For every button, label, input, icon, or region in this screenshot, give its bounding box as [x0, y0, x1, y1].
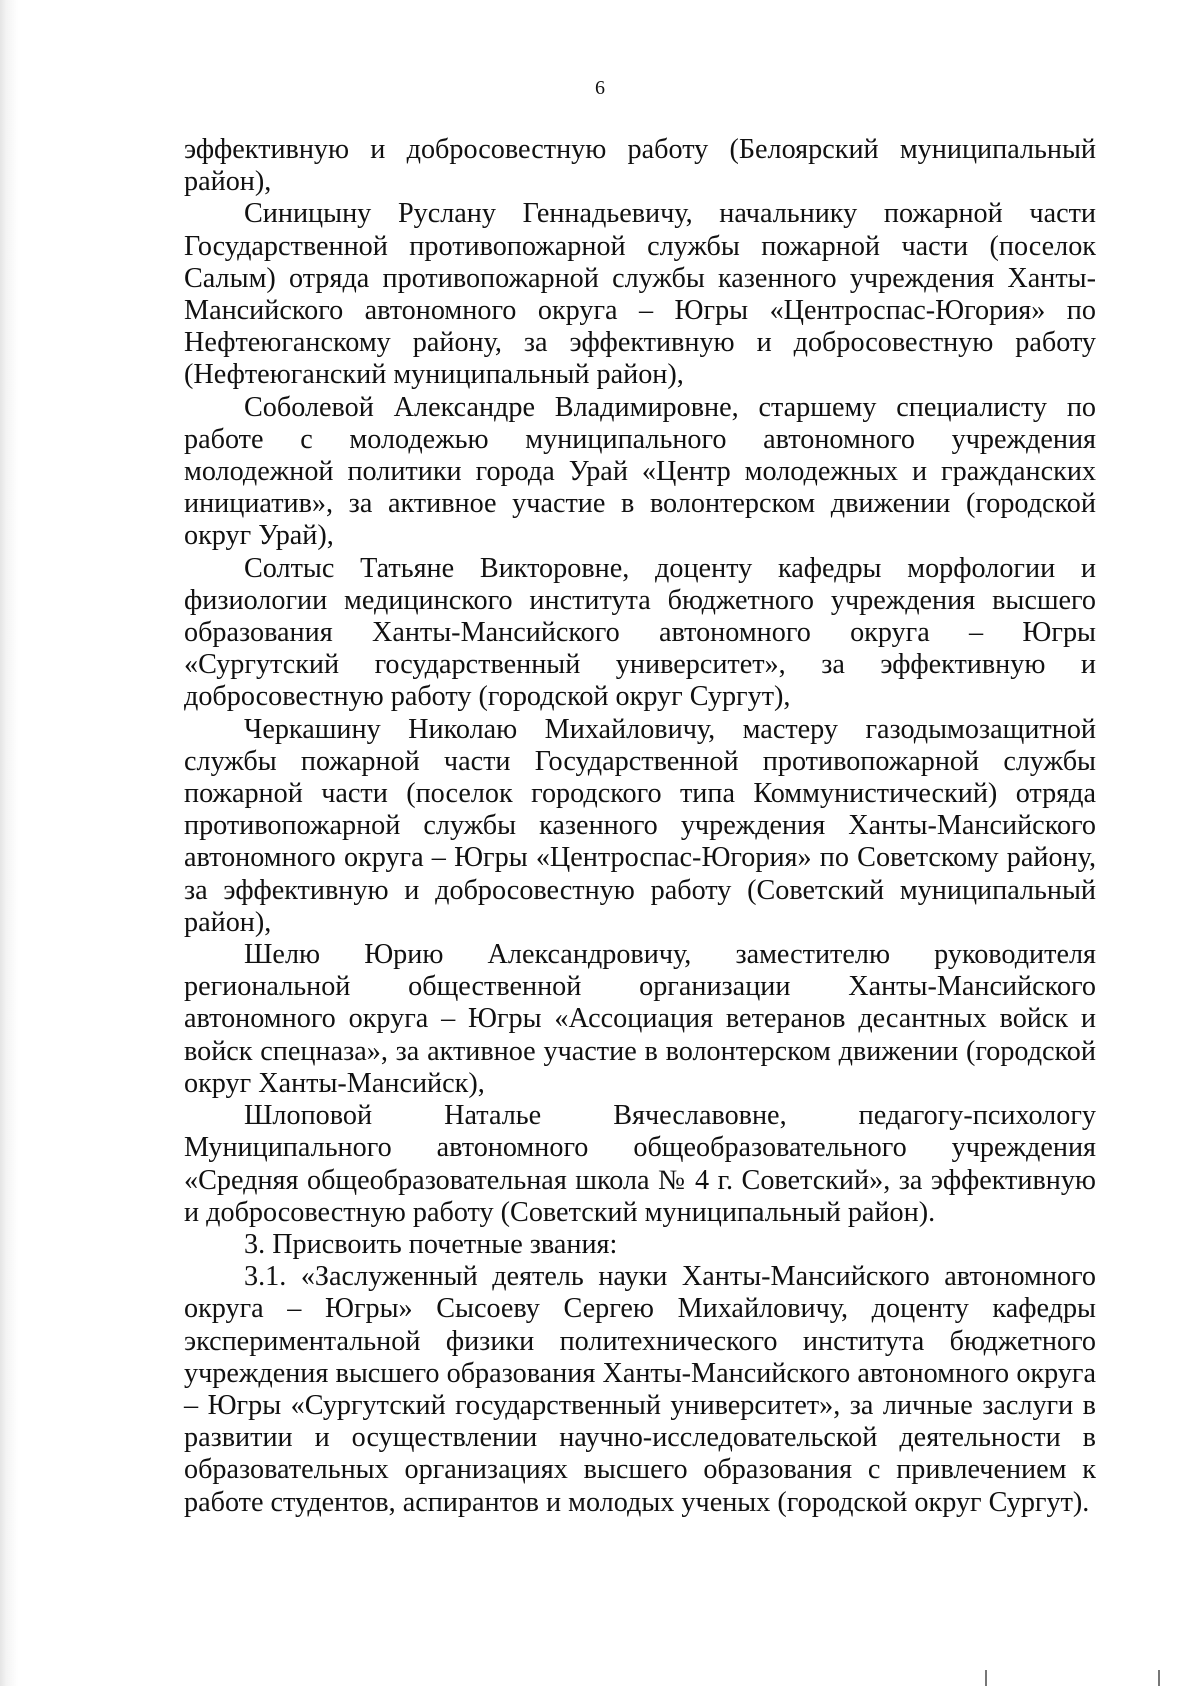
paragraph-section-3: 3. Присвоить почетные звания:: [244, 1228, 618, 1260]
paragraph-sinitsyn: Синицыну Руслану Геннадьевичу, начальнику пожарной части Государственной противопожарной службы пожарной части (поселок Салым) отряда противопожарной службы казенного учреждения Ханты-Мансийского автономного округа – Югры «Центроспас-Югория» по Нефтеюганскому району, за эффективную и добросовестную работу (Нефтеюганский муниципальный район),: [184, 198, 1096, 391]
document-body: [184, 134, 1096, 1519]
paragraph-section-3-1: 3.1. «Заслуженный деятель науки Ханты-Мансийского автономного округа – Югры» Сысоеву Сергею Михайловичу, доценту кафедры экспериментальной физики политехнического института бюджетного учреждения высшего образования Ханты-Мансийского автономного округа – Югры «Сургутский государственный университет», за личные заслуги в развитии и осуществлении научно-исследовательской деятельности в образовательных организациях высшего образования с привлечением к работе студентов, аспирантов и молодых ученых (городской округ Сургут).: [184, 1261, 1096, 1518]
scan-mark-right: [1158, 1670, 1160, 1686]
scan-edge-shadow: [0, 0, 18, 1686]
paragraph-soboleva: Соболевой Александре Владимировне, старшему специалисту по работе с молодежью муниципального автономного учреждения молодежной политики города Урай «Центр молодежных и гражданских инициатив», за активное участие в волонтерском движении (городской округ Урай),: [184, 391, 1096, 552]
paragraph-shel: Шелю Юрию Александровичу, заместителю руководителя региональной общественной организации Ханты-Мансийского автономного округа – Югры «Ассоциация ветеранов десантных войск и войск спецназа», за активное участие в волонтерском движении (городской округ Ханты-Мансийск),: [184, 939, 1096, 1099]
scan-mark-left: [985, 1670, 987, 1686]
paragraph-cherkashin: Черкашину Николаю Михайловичу, мастеру газодымозащитной службы пожарной части Государственной противопожарной службы пожарной части (поселок городского типа Коммунистический) отряда противопожарной службы казенного учреждения Ханты-Мансийского автономного округа – Югры «Центроспас-Югория» по Советскому району, за эффективную и добросовестную работу (Советский муниципальный район),: [184, 713, 1096, 938]
page-number: 6: [595, 77, 605, 99]
paragraph-soltys: Солтыс Татьяне Викторовне, доценту кафедры морфологии и физиологии медицинского института бюджетного учреждения высшего образования Ханты-Мансийского автономного округа – Югры «Сургутский государственный университет», за эффективную и добросовестную работу (городской округ Сургут),: [184, 552, 1096, 713]
paragraph-shlopova: Шлоповой Наталье Вячеславовне, педагогу-психологу Муниципального автономного общеобразовательного учреждения «Средняя общеобразовательная школа № 4 г. Советский», за эффективную и добросовестную работу (Советский муниципальный район).: [184, 1100, 1096, 1228]
paragraph-continuation: эффективную и добросовестную работу (Белоярский муниципальный район),: [184, 134, 1096, 198]
